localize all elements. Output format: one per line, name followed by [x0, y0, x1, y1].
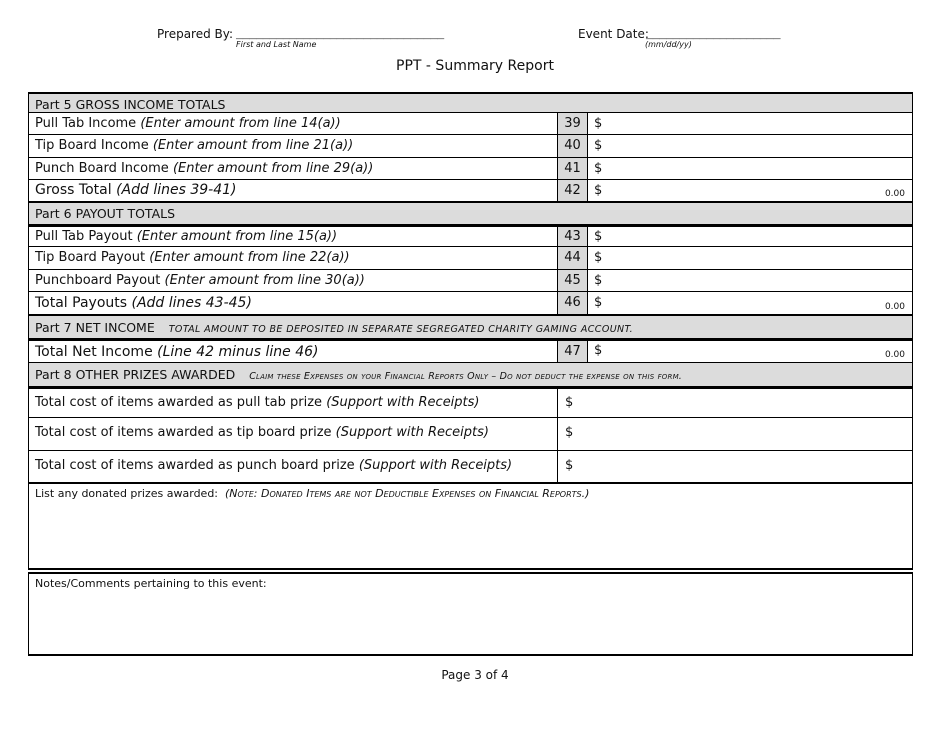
- line-41-number: 41: [557, 158, 588, 179]
- line-42-desc: Gross Total (Add lines 39-41): [35, 182, 237, 198]
- part8-heading: Part 8 OTHER PRIZES AWARDED: [35, 367, 236, 382]
- line-43-currency: $: [594, 229, 603, 244]
- line-41-desc: Punch Board Income (Enter amount from line 29(a)): [35, 161, 374, 176]
- part7-heading-wrap: [35, 320, 633, 335]
- line-42-number: 42: [557, 180, 588, 201]
- line-42-amount[interactable]: 0.00: [884, 189, 905, 199]
- prepared-by-hint: First and Last Name: [236, 40, 317, 49]
- notes-box[interactable]: [28, 572, 913, 656]
- line-46-number: 46: [557, 292, 588, 314]
- prize-pull-tab-desc: Total cost of items awarded as pull tab prize (Support with Receipts): [35, 395, 480, 410]
- part7-note: TOTAL AMOUNT TO BE DEPOSITED IN SEPARATE SEGREGATED CHARITY GAMING ACCOUNT.: [168, 324, 634, 335]
- line-47-currency: $: [594, 343, 603, 358]
- line-46-amount[interactable]: 0.00: [884, 302, 905, 312]
- line-43-desc: Pull Tab Payout (Enter amount from line 15(a)): [35, 229, 338, 244]
- line-39-currency: $: [594, 116, 603, 131]
- line-44-desc: Tip Board Payout (Enter amount from line 22(a)): [35, 250, 350, 265]
- page-title: PPT - Summary Report: [396, 58, 554, 74]
- prize-tip-board-row: [28, 418, 913, 451]
- part7-heading: Part 7 NET INCOME: [35, 320, 155, 335]
- donated-prizes-label: List any donated prizes awarded: (Note: Donated Items are not Deductible Expenses on Financial Reports.): [35, 487, 590, 500]
- prize-tip-board-divider: [557, 418, 558, 450]
- prepared-by-label: Prepared By:: [157, 27, 234, 41]
- part8-header: [28, 363, 913, 387]
- prize-punch-board-desc: Total cost of items awarded as punch board prize (Support with Receipts): [35, 458, 513, 473]
- line-43-number: 43: [557, 227, 588, 246]
- prize-pull-tab-row: [28, 387, 913, 418]
- line-45-row: [28, 270, 913, 292]
- part6-header: [28, 203, 913, 225]
- line-40-number: 40: [557, 135, 588, 157]
- line-41-currency: $: [594, 161, 603, 176]
- part8-note: Claim these Expenses on your Financial Reports Only – Do not deduct the expense on this form.: [249, 371, 683, 382]
- line-39-desc: Pull Tab Income (Enter amount from line 14(a)): [35, 116, 341, 131]
- notes-label: Notes/Comments pertaining to this event:: [35, 577, 267, 590]
- donated-prizes-box[interactable]: [28, 484, 913, 570]
- line-45-currency: $: [594, 273, 603, 288]
- line-42-currency: $: [594, 183, 603, 198]
- part8-heading-wrap: [35, 367, 682, 382]
- line-46-row: [28, 292, 913, 316]
- prize-pull-tab-divider: [557, 389, 558, 417]
- event-date-label: Event Date:: [578, 27, 649, 41]
- event-date-field[interactable]: ____________________: [646, 28, 781, 42]
- line-40-currency: $: [594, 138, 603, 153]
- prize-tip-board-amount[interactable]: $: [565, 425, 574, 440]
- line-43-row: [28, 225, 913, 247]
- event-date-hint: (mm/dd/yy): [645, 40, 692, 49]
- summary-form: [28, 92, 915, 656]
- prize-pull-tab-amount[interactable]: $: [565, 395, 574, 410]
- line-46-desc: Total Payouts (Add lines 43-45): [35, 295, 252, 311]
- line-40-row: [28, 135, 913, 158]
- line-42-row: [28, 180, 913, 203]
- line-47-desc: Total Net Income (Line 42 minus line 46): [35, 344, 319, 360]
- line-46-currency: $: [594, 295, 603, 310]
- part6-heading: Part 6 PAYOUT TOTALS: [35, 206, 176, 221]
- prize-punch-board-row: [28, 451, 913, 484]
- line-47-amount[interactable]: 0.00: [884, 350, 905, 360]
- prize-tip-board-desc: Total cost of items awarded as tip board prize (Support with Receipts): [35, 425, 489, 440]
- prize-punch-board-divider: [557, 451, 558, 482]
- part5-heading: Part 5 GROSS INCOME TOTALS: [35, 97, 226, 112]
- prize-punch-board-amount[interactable]: $: [565, 458, 574, 473]
- line-44-number: 44: [557, 247, 588, 269]
- prepared-by-field[interactable]: _______________________________: [236, 28, 444, 42]
- line-44-currency: $: [594, 250, 603, 265]
- line-40-desc: Tip Board Income (Enter amount from line 21(a)): [35, 138, 354, 153]
- line-47-row: [28, 339, 913, 363]
- line-44-row: [28, 247, 913, 270]
- page-number: Page 3 of 4: [441, 668, 509, 682]
- line-47-number: 47: [557, 341, 588, 362]
- line-41-row: [28, 158, 913, 180]
- part5-header: [28, 92, 913, 113]
- line-39-number: 39: [557, 113, 588, 134]
- line-39-row: [28, 113, 913, 135]
- line-45-desc: Punchboard Payout (Enter amount from line 30(a)): [35, 273, 365, 288]
- part7-header: [28, 316, 913, 339]
- line-45-number: 45: [557, 270, 588, 291]
